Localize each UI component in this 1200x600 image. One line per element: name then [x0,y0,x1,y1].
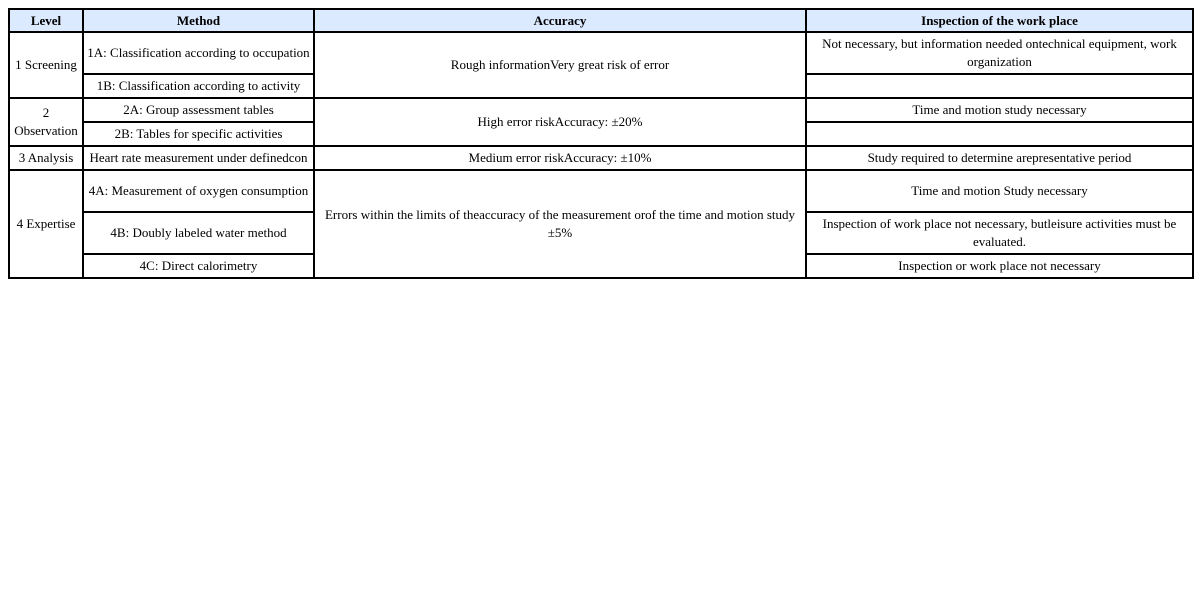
inspection-cell-2a: Time and motion study necessary [806,98,1193,122]
inspection-cell-3: Study required to determine arepresentative period [806,146,1193,170]
inspection-cell-1a: Not necessary, but information needed ontechnical equipment, work organization [806,32,1193,74]
level-cell-2 [9,98,83,146]
header-row [9,9,1193,32]
inspection-cell-4a: Time and motion Study necessary [806,170,1193,212]
accuracy-cell-2: High error riskAccuracy: ±20% [314,98,806,146]
header-level: Level [9,9,83,32]
table-row [9,146,1193,170]
level-2-label: Observation [14,123,78,138]
method-cell-4b: 4B: Doubly labeled water method [83,212,314,254]
header-inspection: Inspection of the work place [806,9,1193,32]
level-cell-4: 4 Expertise [9,170,83,278]
header-accuracy: Accuracy [314,9,806,32]
method-cell-4a: 4A: Measurement of oxygen consumption [83,170,314,212]
accuracy-cell-1: Rough informationVery great risk of error [314,32,806,98]
inspection-cell-2b [806,122,1193,146]
table-row [9,98,1193,122]
inspection-cell-4c: Inspection or work place not necessary [806,254,1193,278]
method-cell-3: Heart rate measurement under definedcon [83,146,314,170]
method-cell-2a: 2A: Group assessment tables [83,98,314,122]
method-cell-1b: 1B: Classification according to activity [83,74,314,98]
method-cell-4c: 4C: Direct calorimetry [83,254,314,278]
method-cell-2b: 2B: Tables for specific activities [83,122,314,146]
energy-expenditure-levels-table [8,8,1194,279]
accuracy-cell-3: Medium error riskAccuracy: ±10% [314,146,806,170]
table-row [9,170,1193,212]
level-cell-1: 1 Screening [9,32,83,98]
inspection-cell-4b: Inspection of work place not necessary, butleisure activities must be evaluated. [806,212,1193,254]
level-cell-3: 3 Analysis [9,146,83,170]
accuracy-cell-4: Errors within the limits of theaccuracy of the measurement orof the time and motion study ±5% [314,170,806,278]
inspection-cell-1b [806,74,1193,98]
header-method: Method [83,9,314,32]
table-row [9,32,1193,74]
method-cell-1a: 1A: Classification according to occupation [83,32,314,74]
level-2-number: 2 [42,105,50,120]
